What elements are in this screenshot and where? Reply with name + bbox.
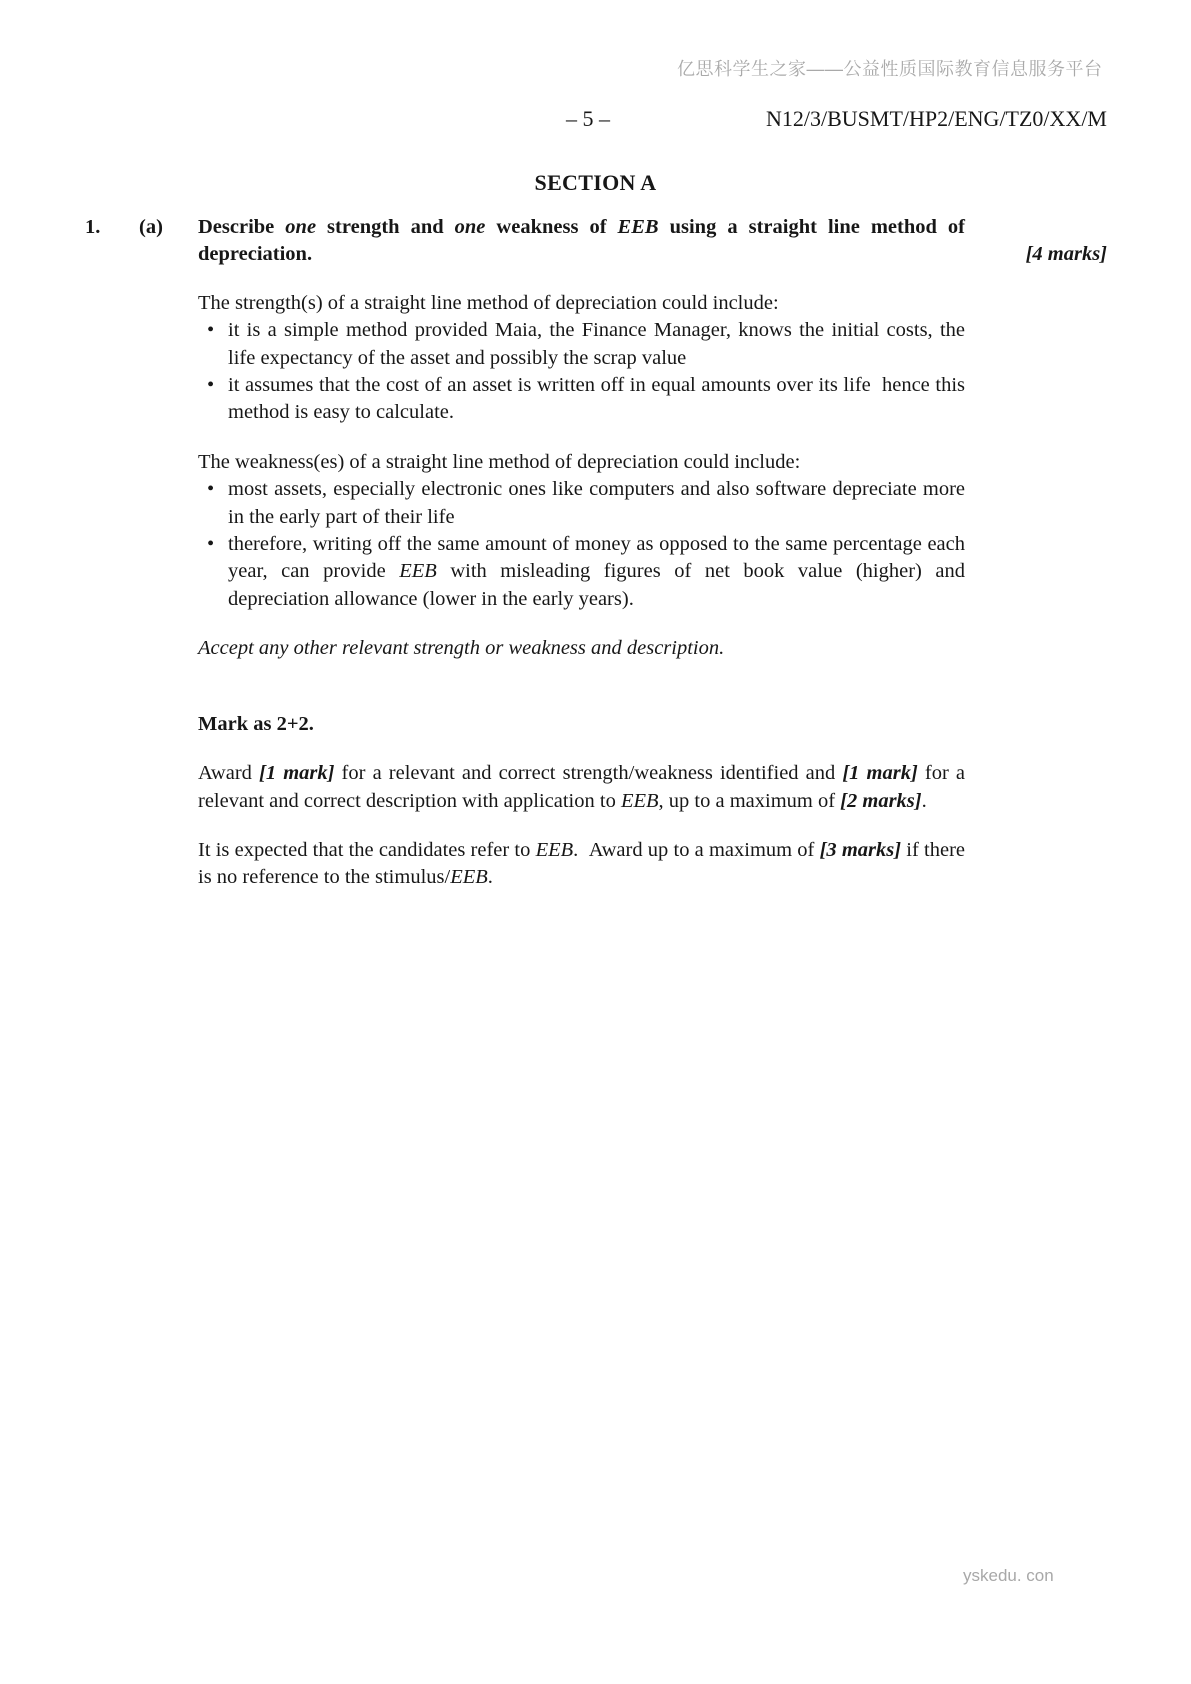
paper-code: N12/3/BUSMT/HP2/ENG/TZ0/XX/M (765, 106, 1107, 131)
top-watermark-text: 亿思科学生之家——公益性质国际教育信息服务平台 (677, 59, 1103, 79)
text-run: EEB (620, 789, 659, 812)
section-title: SECTION A (534, 170, 657, 195)
text-run: with misleading figures of net book value (higher) and depreciation allowance (lower in the early years). (228, 560, 966, 610)
text-run: one (454, 216, 486, 238)
bullet-text (228, 317, 965, 372)
text-run: for a relevant and correct description with application to (198, 762, 966, 812)
text-run: one (285, 216, 317, 238)
bullet-text (228, 531, 965, 613)
bottom-watermark-text: yskedu. con (963, 1566, 1054, 1585)
bullet-text (228, 372, 965, 427)
text-run: Describe (198, 216, 286, 238)
text-run: [1 mark] (259, 762, 335, 785)
text-run: Mark as 2+2. (198, 712, 314, 735)
text-run: EEB (617, 216, 659, 238)
text-run: . (487, 866, 493, 889)
text-run: it assumes that the cost of an asset is written off in equal amounts over its life hence this method is easy to calculate. (228, 374, 965, 424)
paragraph (198, 449, 965, 476)
question-prompt (198, 214, 965, 269)
bullet-item (198, 317, 965, 372)
text-run: Accept any other relevant strength or weakness and description. (198, 637, 725, 660)
question-block (85, 214, 1107, 892)
text-run: Award (198, 762, 260, 785)
bullet-item (198, 476, 965, 531)
text-run: if there is no reference to the stimulus/ (198, 838, 965, 889)
text-run: [3 marks] (819, 838, 902, 861)
bullet-text (228, 476, 965, 531)
paragraph (198, 635, 965, 662)
text-run: EEB (399, 560, 437, 583)
text-run: [1 mark] (842, 762, 918, 785)
text-run: it is a simple method provided Maia, the Finance Manager, knows the initial costs, the life expectancy of the asset and possibly the scrap value (228, 319, 965, 369)
text-run: , up to a maximum of (658, 789, 841, 812)
question-marks: [4 marks] (1025, 243, 1107, 266)
markscheme-body (198, 290, 965, 892)
paragraph (198, 290, 965, 317)
paragraph (198, 711, 965, 738)
text-run: [2 marks] (840, 789, 922, 812)
text-run: using a straight line method of depreciation. (198, 216, 965, 266)
bullet-marker: • (207, 319, 215, 342)
text-run: strength and (316, 216, 455, 238)
text-run: weakness of (485, 216, 618, 238)
bullet-marker: • (207, 478, 215, 501)
text-run: most assets, especially electronic ones like computers and also software depreciate more in the early part of their life (228, 478, 965, 528)
question-part-label: (a) (139, 216, 163, 238)
text-run: . (921, 789, 927, 812)
bullet-marker: • (207, 374, 215, 397)
text-run: It is expected that the candidates refer to (198, 838, 536, 861)
text-run: EEB (450, 866, 488, 889)
text-run: . Award up to a maximum of (573, 838, 820, 861)
question-number: 1. (85, 216, 101, 238)
bullet-item (198, 372, 965, 427)
bullet-item (198, 531, 965, 613)
paragraph (198, 837, 965, 892)
question-header-row (85, 214, 1107, 269)
text-run: EEB (535, 838, 574, 861)
text-run: for a relevant and correct strength/weakness identified and (334, 762, 843, 785)
bullet-marker: • (207, 533, 215, 556)
paragraph (198, 760, 965, 815)
page-number: – 5 – (566, 106, 610, 131)
text-run: The weakness(es) of a straight line method of depreciation could include: (198, 450, 801, 473)
text-run: therefore, writing off the same amount of money as opposed to the same percentage each year, can provide (228, 533, 965, 583)
text-run: The strength(s) of a straight line method of depreciation could include: (198, 291, 779, 314)
